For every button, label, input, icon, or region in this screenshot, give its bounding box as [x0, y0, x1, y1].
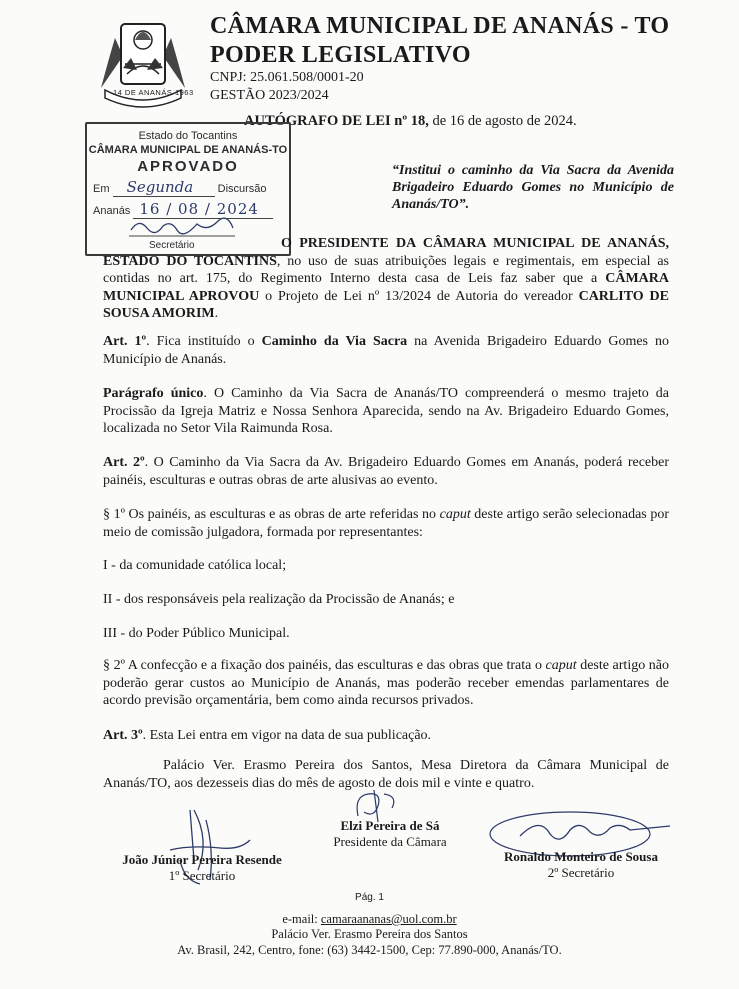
paragraph-2-italic: caput — [545, 658, 577, 673]
paragraph-1-italic: caput — [439, 507, 471, 522]
paragraph-1 — [103, 506, 669, 541]
second-secretary-name: Ronaldo Monteiro de Sousa — [504, 849, 658, 864]
stamp-discussao-label: Discursão — [217, 183, 267, 195]
president-name: Elzi Pereira de Sá — [340, 818, 440, 833]
stamp-date-value: 16 / 08 / 2024 — [139, 200, 259, 218]
ementa: “Institui o caminho da Via Sacra da Avenida Brigadeiro Eduardo Gomes no Município de Ananás/TO”. — [392, 163, 674, 212]
autografo-line — [244, 113, 577, 130]
president-block — [300, 818, 480, 850]
paragraph-2-text-b: deste artigo não poderão gerar custos ao Município de Ananás, mas poderão receber emendas parlamentares de acordo previsão orçamentária, bem como ainda recursos privados. — [103, 658, 669, 708]
article-1-bold: Caminho da Via Sacra — [261, 334, 408, 349]
preamble-paragraph — [103, 235, 669, 323]
article-1-text-b: na Avenida Brigadeiro Eduardo Gomes no Município de Ananás. — [103, 334, 670, 367]
footer-address: Av. Brasil, 242, Centro, fone: (63) 3442-1500, Cep: 77.890-000, Ananás/TO. — [177, 943, 562, 957]
list-item: II - dos responsáveis pela realização da Procissão de Ananás; e — [103, 592, 455, 607]
article-2-text: . O Caminho da Via Sacra da Av. Brigadeiro Eduardo Gomes em Ananás, poderá receber painéis, esculturas e outras obras de arte alusivas ao evento. — [103, 455, 670, 488]
second-secretary-block — [476, 849, 686, 881]
footer-email-line — [0, 912, 739, 927]
footer-palace: Palácio Ver. Erasmo Pereira dos Santos — [271, 927, 468, 941]
closing-paragraph: Palácio Ver. Erasmo Pereira dos Santos, Mesa Diretora da Câmara Municipal de Ananás/TO, aos dezesseis dias do mês de agosto de dois mil e vinte e quatro. — [103, 758, 669, 791]
preamble-text-2: o Projeto de Lei nº 13/2024 de Autoria do vereador — [259, 288, 579, 304]
footer-email-link[interactable]: camaraananas@uol.com.br — [320, 912, 457, 926]
paragraph-1-text-a: § 1º Os painéis, as esculturas e as obras de arte referidas no — [103, 507, 440, 522]
stamp-date-label: Ananás — [93, 205, 131, 217]
preamble-bold: O PRESIDENTE DA CÂMARA MUNICIPAL DE ANANÁS, ESTADO DO TOCANTINS — [103, 236, 669, 269]
header-subtitle: PODER LEGISLATIVO — [210, 42, 471, 68]
autografo-date: de 16 de agosto de 2024. — [428, 113, 577, 129]
paragrafo-unico-label: Parágrafo único — [103, 386, 204, 401]
list-item: I - da comunidade católica local; — [103, 558, 287, 573]
crest-ribbon-text: 14 DE ANANÁS 1963 — [113, 88, 194, 97]
article-3-label: Art. 3º — [103, 728, 143, 743]
gestao: GESTÃO 2023/2024 — [210, 88, 329, 103]
article-2-label: Art. 2º — [103, 455, 145, 470]
paragrafo-unico-text: . O Caminho da Via Sacra de Ananás/TO compreenderá o mesmo trajeto da Procissão da Igreja Matriz e Nossa Senhora Aparecida, sendo na Av. Brigadeiro Eduardo Gomes, localizada no Setor Vila Raimunda Rosa. — [103, 386, 669, 436]
article-1-text-a: . Fica instituído o — [146, 334, 262, 349]
stamp-secretario-label: Secretário — [149, 240, 195, 251]
stamp-status: APROVADO — [137, 158, 239, 175]
article-1 — [103, 333, 669, 368]
article-3-text: . Esta Lei entra em vigor na data de sua publicação. — [142, 728, 432, 743]
article-1-label: Art. 1º — [103, 334, 147, 349]
page-number: Pág. 1 — [355, 892, 384, 903]
header-title: CÂMARA MUNICIPAL DE ANANÁS - TO — [210, 13, 670, 39]
first-secretary-block — [92, 852, 312, 884]
preamble-text: , no uso de suas atribuições legais e regimentais, em especial as contidas no art. 175, do Regimento Interno desta casa de Leis faz saber que a — [103, 253, 669, 286]
first-secretary-name: João Júnior Pereira Resende — [122, 852, 282, 867]
autografo-number: AUTÓGRAFO DE LEI nº 18, — [244, 113, 429, 129]
coat-of-arms-logo — [95, 18, 194, 108]
paragrafo-unico — [103, 385, 669, 438]
stamp-em-value: Segunda — [126, 178, 194, 196]
stamp-chamber: CÂMARA MUNICIPAL DE ANANÁS-TO — [88, 144, 288, 156]
footer-email-label: e-mail: — [282, 912, 321, 926]
list-item: III - do Poder Público Municipal. — [103, 626, 290, 641]
stamp-em-row — [93, 178, 267, 197]
second-secretary-role: 2º Secretário — [547, 865, 615, 880]
stamp-state: Estado do Tocantins — [138, 130, 238, 142]
article-3 — [103, 727, 669, 745]
article-2 — [103, 454, 669, 489]
preamble-bold-approved: CÂMARA MUNICIPAL APROVOU — [103, 271, 669, 304]
president-role: Presidente da Câmara — [333, 834, 447, 849]
preamble-end: . — [214, 306, 219, 321]
preamble-author: CARLITO DE SOUSA AMORIM — [103, 288, 669, 321]
stamp-em-label: Em — [93, 183, 110, 195]
cnpj: CNPJ: 25.061.508/0001-20 — [210, 70, 364, 85]
paragraph-2 — [103, 657, 669, 710]
first-secretary-role: 1º Secretário — [168, 868, 236, 883]
paragraph-2-text-a: § 2º A confecção e a fixação dos painéis, das esculturas e das obras que trata o — [103, 658, 546, 673]
paragraph-1-text-b: deste artigo serão selecionadas por meio de comissão julgadora, formada por representantes: — [103, 507, 669, 540]
